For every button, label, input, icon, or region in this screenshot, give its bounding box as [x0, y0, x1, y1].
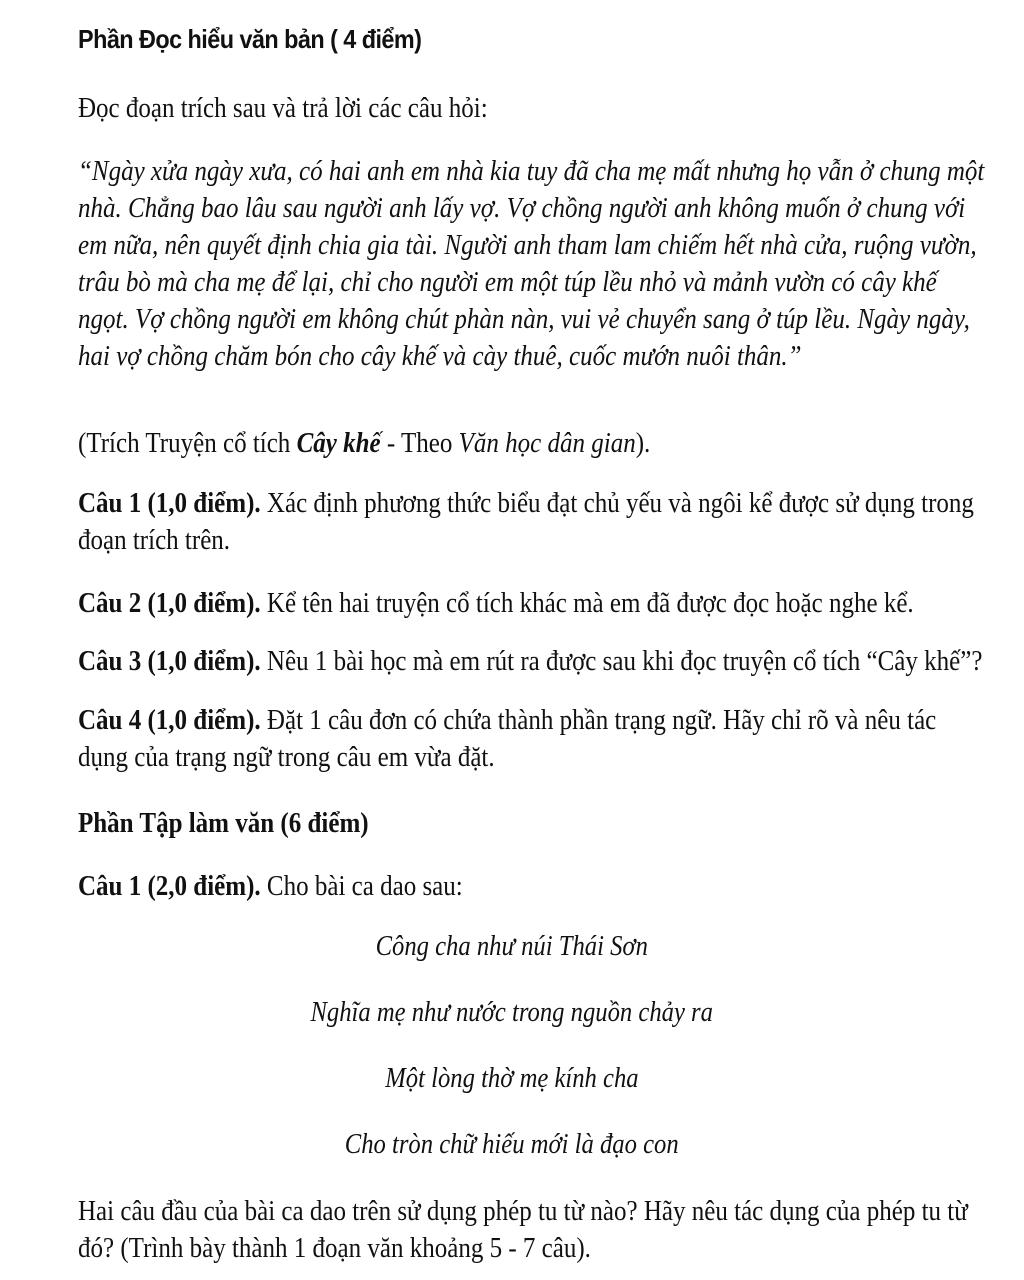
reading-instruction [78, 90, 982, 127]
writing-question-1 [78, 868, 982, 905]
source-suffix: ). [635, 428, 651, 459]
poem-line-4 [0, 1126, 1024, 1163]
prompt-line: đó? (Trình bày thành 1 đoạn văn khoảng 5 - 7 câu). [78, 1233, 591, 1264]
question-text: Đặt 1 câu đơn có chứa thành phần trạng ngữ. Hãy chỉ rõ và nêu tác [260, 705, 937, 736]
poem-line-1 [0, 928, 1024, 965]
question-label: Câu 4 (1,0 điểm). [78, 705, 261, 736]
source-collection: Văn học dân gian [458, 428, 636, 459]
question-text: dụng của trạng ngữ trong câu em vừa đặt. [78, 742, 495, 773]
question-text: Xác định phương thức biểu đạt chủ yếu và ngôi kể được sử dụng trong [260, 488, 974, 519]
question-label: Câu 1 (1,0 điểm). [78, 488, 261, 519]
question-2 [78, 585, 982, 622]
poem-text: Cho tròn chữ hiếu mới là đạo con [345, 1129, 679, 1160]
reading-section-heading: Phần Đọc hiểu văn bản ( 4 điểm) [78, 24, 422, 54]
poem-line-3 [0, 1060, 1024, 1097]
passage-line: trâu bò mà cha mẹ để lại, chỉ cho người em một túp lều nhỏ và mảnh vườn có cây khế [78, 267, 937, 298]
passage-line: hai vợ chồng chăm bón cho cây khế và cày thuê, cuốc mướn nuôi thân.” [78, 341, 802, 372]
passage-line: ngọt. Vợ chồng người em không chút phàn nàn, vui vẻ chuyển sang ở túp lều. Ngày ngày, [78, 304, 970, 335]
poem-text: Công cha như núi Thái Sơn [375, 931, 649, 962]
source-story-title: Cây khế [296, 428, 381, 459]
passage-source [78, 425, 982, 462]
passage-line: “Ngày xửa ngày xưa, có hai anh em nhà kia tuy đã cha mẹ mất nhưng họ vẫn ở chung một [78, 156, 985, 187]
question-text: Nêu 1 bài học mà em rút ra được sau khi đọc truyện cổ tích “Cây khế”? [260, 646, 983, 677]
question-text: Cho bài ca dao sau: [260, 871, 463, 902]
story-passage [78, 153, 985, 375]
poem-text: Một lòng thờ mẹ kính cha [385, 1063, 639, 1094]
question-label: Câu 3 (1,0 điểm). [78, 646, 261, 677]
poem-line-2 [0, 994, 1024, 1031]
writing-heading-text: Phần Tập làm văn (6 điểm) [78, 808, 369, 839]
source-middle: - Theo [380, 428, 459, 459]
passage-line: nhà. Chẳng bao lâu sau người anh lấy vợ. Vợ chồng người anh không muốn ở chung với [78, 193, 966, 224]
question-label: Câu 1 (2,0 điểm). [78, 871, 261, 902]
prompt-line: Hai câu đầu của bài ca dao trên sử dụng phép tu từ nào? Hãy nêu tác dụng của phép tu từ [78, 1196, 968, 1227]
question-1 [78, 485, 982, 559]
question-4 [78, 702, 982, 776]
question-3 [78, 643, 982, 680]
question-text: Kể tên hai truyện cổ tích khác mà em đã được đọc hoặc nghe kể. [260, 588, 914, 619]
instruction-text: Đọc đoạn trích sau và trả lời các câu hỏi: [78, 93, 488, 124]
question-label: Câu 2 (1,0 điểm). [78, 588, 261, 619]
writing-section-heading [78, 805, 982, 842]
writing-prompt [78, 1193, 982, 1267]
question-text: đoạn trích trên. [78, 525, 231, 556]
poem-text: Nghĩa mẹ như nước trong nguồn chảy ra [310, 997, 714, 1028]
source-prefix: (Trích Truyện cổ tích [78, 428, 297, 459]
passage-line: em nữa, nên quyết định chia gia tài. Người anh tham lam chiếm hết nhà cửa, ruộng vườn, [78, 230, 977, 261]
